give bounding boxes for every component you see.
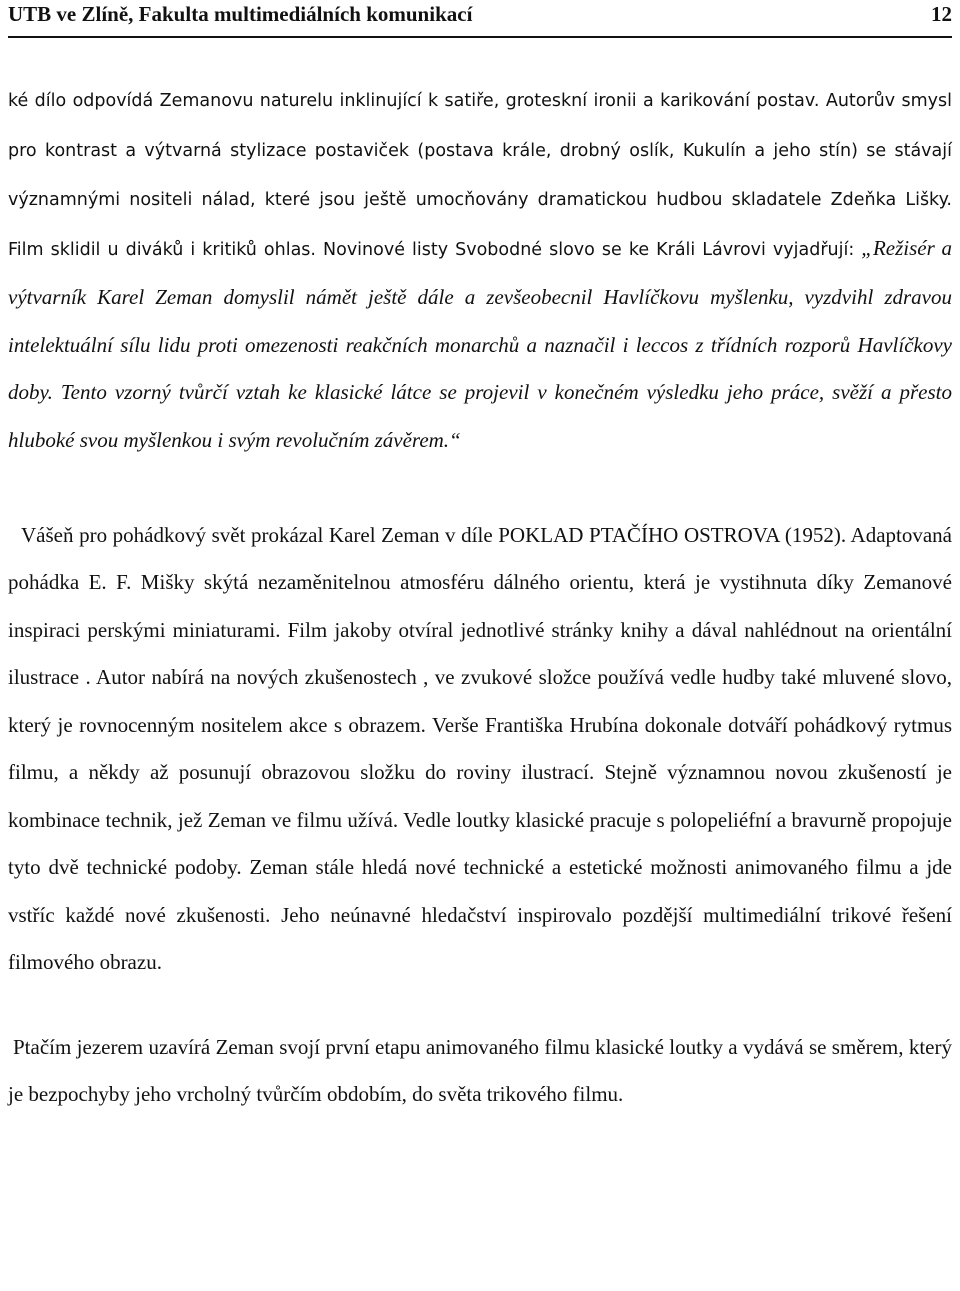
header-title: UTB ve Zlíně, Fakulta multimediálních komunikací: [8, 2, 473, 26]
page-number: 12: [931, 2, 952, 26]
page-header: [8, 0, 952, 32]
paragraph-2: Vášeň pro pohádkový svět prokázal Karel Zeman v díle POKLAD PTAČÍHO OSTROVA (1952). Adaptovaná pohádka E. F. Mišky skýtá nezaměnitelnou atmosféru dálného orientu, která je vystihnuta díky Zemanové inspiraci perskými miniaturami. Film jakoby otvíral jednotlivé stránky knihy a dával nahlédnout na orientální ilustrace . Autor nabírá na nových zkušenostech , ve zvukové složce používá vedle hudby také mluvené slovo, který je rovnocenným nositelem akce s obrazem. Verše Františka Hrubína dokonale dotváří pohádkový rytmus filmu, a někdy až posunují obrazovou složku do roviny ilustrací. Stejně významnou novou zkušeností je kombinace technik, jež Zeman ve filmu užívá. Vedle loutky klasické pracuje s polореliéfní a bravurně propojuje tyto dvě technické podoby. Zeman stále hledá nové technické a estetické možnosti animovaného filmu a jde vstříc každé nové zkušenosti. Jeho neúnavné hledačství inspirovalo pozdější multimediální trikové řešení filmového obrazu.: [8, 522, 952, 974]
newspaper-quote: „Režisér a výtvarník Karel Zeman domyslil námět ještě dále a zevšeobecnil Havlíčkovu myšlenku, vyzdvihl zdravou intelektuální sílu lidu proti omezenosti reakčních monarchů a naznačil i leccos z třídních rozporů Havlíčkovy doby. Tento vzorný tvůrčí vztah ke klasické látce se projevil v konečném výsledku jeho práce, svěží a přesto hluboké svou myšlenkou i svým revolučním závěrem.“: [8, 235, 953, 452]
paragraph-1-text: ké dílo odpovídá Zemanovu naturelu inklinující k satiře, groteskní ironii a karikování postav. Autorův smysl pro kontrast a výtvarná stylizace postaviček (postava krále, drobný oslík, Kukulín a jeho stín) se stávají významnými nositeli nálad, které jsou ještě umocňovány dramatickou hudbou skladatele Zdeňka Lišky. Film sklidil u diváků i kritiků ohlas. Novinové listy Svobodné slovo se ke Králi Lávrovi vyjadřují:: [8, 91, 952, 260]
header-rule: [8, 36, 952, 38]
document-body: [8, 76, 952, 1119]
paragraph-1: [8, 76, 952, 464]
paragraph-3: Ptačím jezerem uzavírá Zeman svojí první etapu animovaného filmu klasické loutky a vydává se směrem, který je bezpochyby jeho vrcholný tvůrčím obdobím, do světa trikového filmu.: [8, 1034, 952, 1106]
